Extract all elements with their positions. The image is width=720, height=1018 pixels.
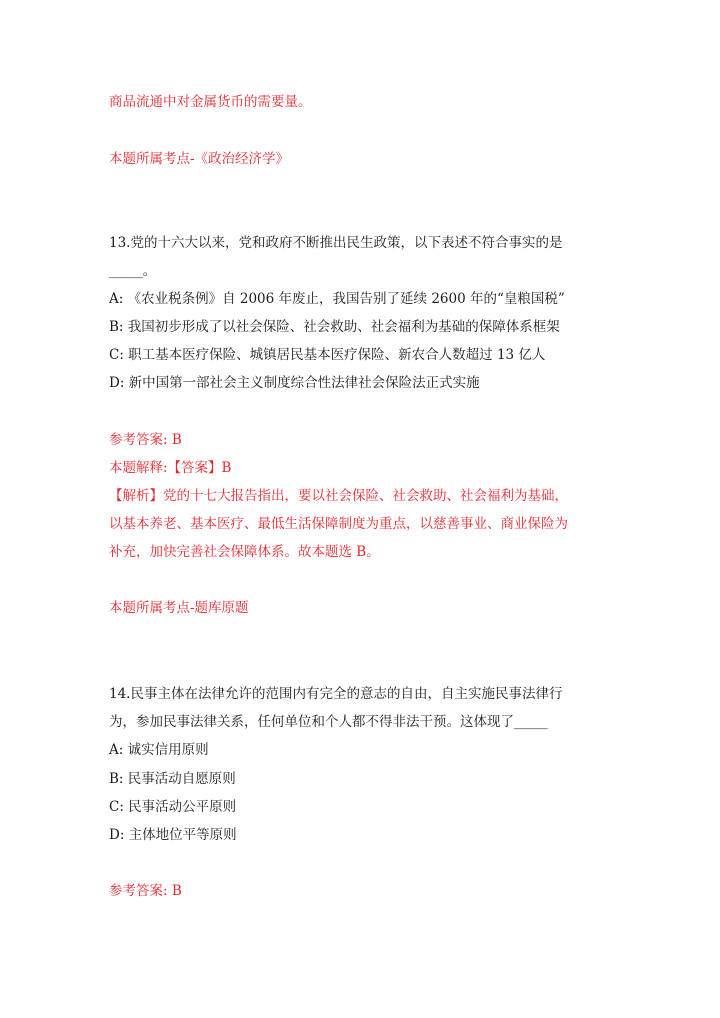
question-14-answer: 参考答案: B bbox=[109, 883, 182, 899]
question-13-explanation-line3: 补充，加快完善社会保障体系。故本题选 B。 bbox=[109, 544, 380, 560]
question-13-stem-line2: _____。 bbox=[109, 263, 157, 279]
question-14-option-c: C: 民事活动公平原则 bbox=[109, 799, 237, 815]
question-13-topic: 本题所属考点-题库原题 bbox=[109, 600, 249, 616]
question-13-explanation-line1: 【解析】党的十七大报告指出，要以社会保险、社会救助、社会福利为基础， bbox=[109, 488, 568, 504]
question-13-option-d: D: 新中国第一部社会主义制度综合性法律社会保险法正式实施 bbox=[109, 375, 480, 391]
question-14-stem-line1: 14.民事主体在法律允许的范围内有完全的意志的自由，自主实施民事法律行 bbox=[109, 686, 563, 702]
question-13-option-c: C: 职工基本医疗保险、城镇居民基本医疗保险、新农合人数超过 13 亿人 bbox=[109, 347, 546, 363]
previous-topic: 本题所属考点-《政治经济学》 bbox=[109, 151, 290, 167]
question-13-option-a: A: 《农业税条例》自 2006 年废止，我国告别了延续 2600 年的“皇粮国税” bbox=[109, 291, 565, 307]
question-13-answer: 参考答案: B bbox=[109, 432, 182, 448]
question-13-stem-line1: 13.党的十六大以来，党和政府不断推出民生政策，以下表述不符合事实的是 bbox=[109, 235, 563, 251]
question-14-option-b: B: 民事活动自愿原则 bbox=[109, 771, 236, 787]
question-14-option-a: A: 诚实信用原则 bbox=[109, 742, 209, 758]
previous-explanation-tail: 商品流通中对金属货币的需要量。 bbox=[109, 94, 312, 110]
question-13-explanation-line2: 以基本养老、基本医疗、最低生活保障制度为重点，以慈善事业、商业保险为 bbox=[109, 516, 568, 532]
question-14-option-d: D: 主体地位平等原则 bbox=[109, 827, 237, 843]
question-13-option-b: B: 我国初步形成了以社会保险、社会救助、社会福利为基础的保障体系框架 bbox=[109, 319, 560, 335]
question-13-explanation-head: 本题解释:【答案】B bbox=[109, 460, 232, 476]
question-14-stem-line2: 为，参加民事法律关系，任何单位和个人都不得非法干预。这体现了_____ bbox=[109, 714, 548, 730]
